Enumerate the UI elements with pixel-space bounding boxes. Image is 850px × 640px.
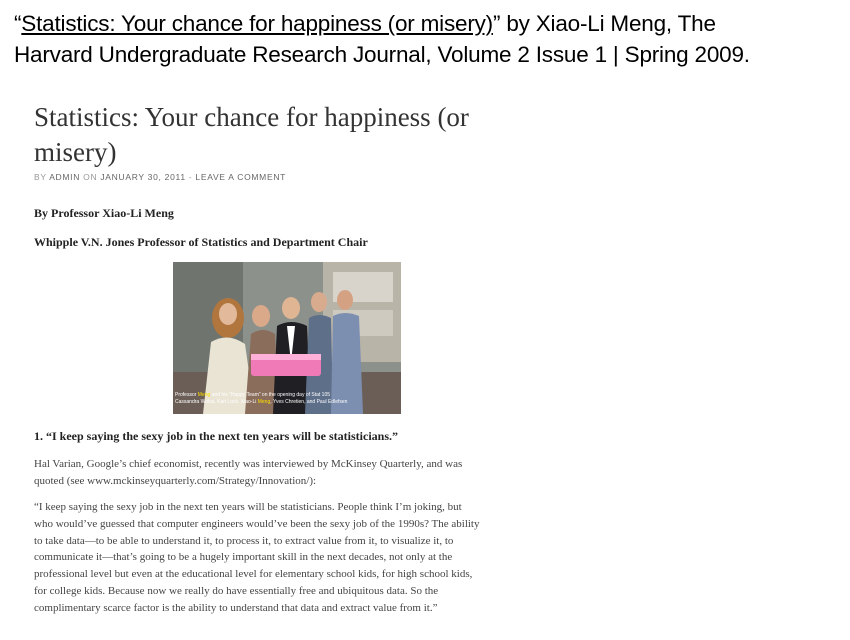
byline-author-link[interactable]: ADMIN	[49, 172, 81, 182]
slide-caption	[14, 8, 844, 70]
caption-line-1: “Statistics: Your chance for happiness (or misery)” by Xiao-Li Meng, The	[14, 11, 716, 36]
paragraph-intro: Hal Varian, Google’s chief economist, recently was interviewed by McKinsey Quarterly, and was quoted (see www.mckinseyquarterly.com/Strategy/Innovation/):	[34, 458, 463, 487]
article-title: Statistics: Your chance for happiness (or misery)	[34, 102, 469, 167]
article-screenshot	[34, 96, 534, 640]
author-line: By Professor Xiao-Li Meng	[34, 206, 174, 220]
article-byline: BY ADMIN ON JANUARY 30, 2011 - LEAVE A COMMENT	[34, 172, 287, 182]
section-heading-1: 1. “I keep saying the sexy job in the next ten years will be statisticians.”	[34, 429, 398, 443]
team-photo	[173, 262, 401, 414]
caption-line-2: Harvard Undergraduate Research Journal, Volume 2 Issue 1 | Spring 2009.	[14, 42, 750, 67]
article-link[interactable]: Statistics: Your chance for happiness (or misery)	[21, 11, 493, 36]
leave-comment-link[interactable]: LEAVE A COMMENT	[195, 172, 287, 182]
paragraph-quote: “I keep saying the sexy job in the next ten years will be statisticians. People think I’m joking, but who would’ve guessed that computer engineers would’ve been the sexy job of the 1990s? The ability to take data—to be able to understand it, to process it, to extract value from it, to visualize it, to communicate it—that’s going to be a hugely important skill in the next decades, not only at the professional level but even at the educational level for elementary school kids, for high school kids, for college kids. Because now we really do have essentially free and ubiquitous data. So the complimentary scarce factor is the ability to understand that data and extract value from it.”	[34, 501, 480, 614]
position-line: Whipple V.N. Jones Professor of Statistics and Department Chair	[34, 235, 368, 249]
photo-caption: Professor Meng and his “Happy Team” on the opening day of Stat 105 Cassandra Wolos, Kari Lock, Xiao-Li Meng, Yves Chretien, and Paul Edlefsen	[175, 392, 348, 405]
byline-date-link[interactable]: JANUARY 30, 2011	[100, 172, 186, 182]
